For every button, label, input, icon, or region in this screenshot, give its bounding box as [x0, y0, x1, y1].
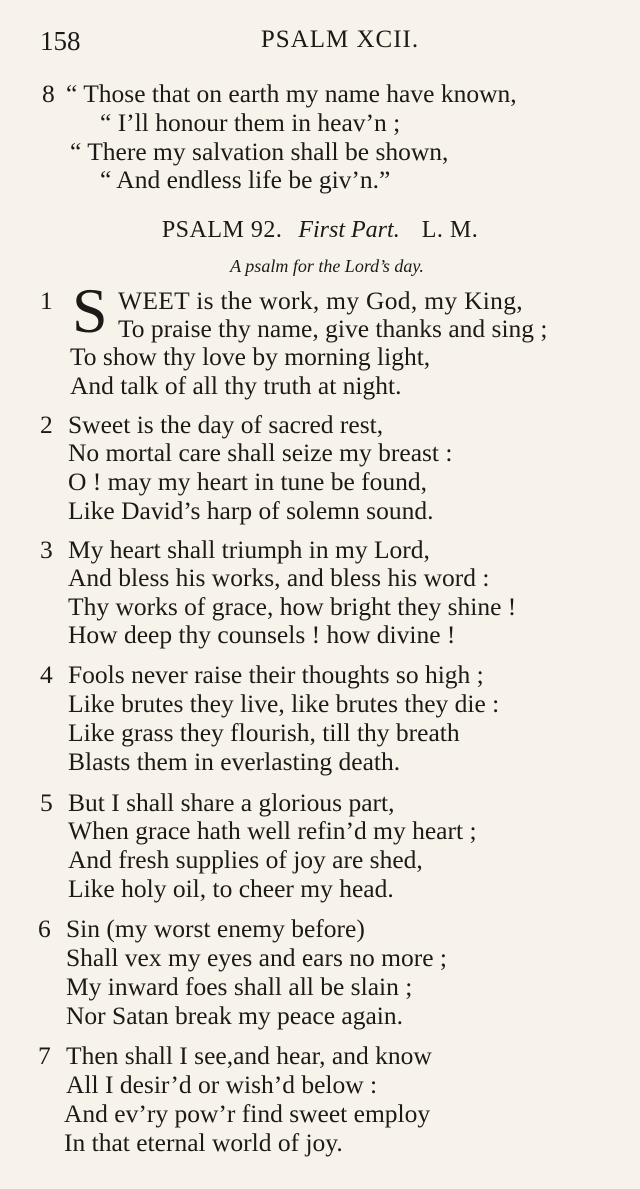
- drop-cap: S: [72, 275, 108, 346]
- verse-line: Blasts them in everlasting death.: [68, 747, 401, 776]
- verse-line: Nor Satan break my peace again.: [66, 1001, 404, 1030]
- verse-line: Like brutes they live, like brutes they die :: [68, 689, 500, 718]
- verse-line: How deep thy counsels ! how divine !: [68, 620, 456, 649]
- verse-line: “ I’ll honour them in heav’n ;: [100, 108, 401, 137]
- verse-line: WEET is the work, my God, my King,: [118, 286, 523, 315]
- verse-line: Shall vex my eyes and ears no more ;: [66, 943, 447, 972]
- psalm-subtitle: A psalm for the Lord’s day.: [230, 256, 424, 276]
- psalm-heading: [0, 217, 640, 244]
- verse-line: Sin (my worst enemy before): [66, 914, 365, 943]
- page-header: [40, 26, 600, 66]
- verse-line: Like grass they flourish, till thy breath: [68, 718, 460, 747]
- verse-line: Then shall I see,and hear, and know: [66, 1041, 432, 1070]
- verse-line: And bless his works, and bless his word :: [68, 563, 490, 592]
- verse-line: To show thy love by morning light,: [70, 342, 431, 371]
- page-number: 158: [40, 26, 81, 56]
- verse-line: But I shall share a glorious part,: [68, 788, 395, 817]
- verse-line: Like holy oil, to cheer my head.: [68, 874, 394, 903]
- verse-line: When grace hath well refin’d my heart ;: [68, 816, 477, 845]
- stanza-number: 6: [38, 914, 51, 943]
- verse-line: And ev’ry pow’r find sweet employ: [64, 1099, 431, 1128]
- verse-line: Sweet is the day of sacred rest,: [68, 410, 384, 439]
- verse-line: No mortal care shall seize my breast :: [68, 438, 453, 467]
- verse-line: “ And endless life be giv’n.”: [100, 165, 391, 194]
- stanza-number: 4: [40, 660, 53, 689]
- verse-line: Like David’s harp of solemn sound.: [68, 496, 434, 525]
- stanza-number: 2: [40, 410, 53, 439]
- verse-line: My inward foes shall all be slain ;: [66, 972, 413, 1001]
- stanza-number: 3: [40, 535, 53, 564]
- verse-line: Thy works of grace, how bright they shine !: [68, 592, 517, 621]
- verse-line: All I desir’d or wish’d below :: [66, 1070, 378, 1099]
- stanza-number: 5: [40, 788, 53, 817]
- stanza-number: 7: [38, 1041, 51, 1070]
- stanza-number: 1: [40, 286, 53, 315]
- verse-line: In that eternal world of joy.: [64, 1128, 343, 1157]
- psalm-title: PSALM 92.: [161, 217, 283, 243]
- verse-line: And talk of all thy truth at night.: [70, 371, 402, 400]
- verse-line: O ! may my heart in tune be found,: [68, 467, 428, 496]
- verse-line: “ There my salvation shall be shown,: [70, 137, 449, 166]
- verse-line: My heart shall triumph in my Lord,: [68, 535, 430, 564]
- running-title: PSALM XCII.: [260, 26, 420, 53]
- stanza-number: 8: [42, 79, 55, 108]
- verse-line: Fools never raise their thoughts so high ;: [68, 660, 484, 689]
- psalm-meter: L. M.: [421, 217, 479, 243]
- verse-line: To praise thy name, give thanks and sing ;: [118, 314, 548, 343]
- verse-line: “ Those that on earth my name have known,: [66, 79, 517, 108]
- verse-line: And fresh supplies of joy are shed,: [68, 845, 423, 874]
- psalm-part: First Part.: [298, 217, 400, 243]
